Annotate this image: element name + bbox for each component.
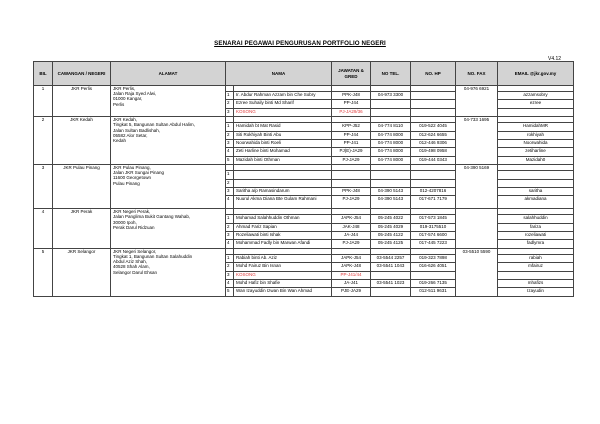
staff-hp: 017-445 7223 bbox=[411, 240, 456, 248]
staff-tel bbox=[371, 100, 411, 108]
branch-cawangan: JKR Perlis bbox=[53, 86, 111, 117]
col-nama: NAMA bbox=[226, 62, 332, 86]
staff-jawatan: PJ-JA29 bbox=[332, 240, 371, 248]
staff-nama: Noorwahida binti Roeli bbox=[234, 139, 332, 147]
staff-table bbox=[33, 61, 574, 297]
staff-nama: Mohd Fairuz Bin Isnan bbox=[234, 263, 332, 271]
staff-nama: Ezree Suhaily binti Md Sharif bbox=[234, 100, 332, 108]
page-title: SENARAI PEGAWAI PENGURUSAN PORTFOLIO NEGERI bbox=[214, 40, 386, 47]
staff-no: 1 bbox=[226, 215, 234, 223]
staff-jawatan: JAPK-J54 bbox=[332, 215, 371, 223]
staff-nama: Wan Izayuddin Izwan Bin Wan Ahmad bbox=[234, 288, 332, 296]
staff-no: 3 bbox=[226, 271, 234, 279]
staff-nama: Mohammad Fadly bin Marwan Afandi bbox=[234, 240, 332, 248]
staff-tel: 03-5541 1023 bbox=[371, 280, 411, 288]
staff-hp: 017-671 7179 bbox=[411, 196, 456, 209]
staff-jawatan: PJE-JA29 bbox=[332, 288, 371, 296]
staff-tel: 03-5544 2257 bbox=[371, 254, 411, 262]
staff-jawatan: PP-J41/44 bbox=[332, 271, 371, 279]
staff-nama bbox=[234, 171, 332, 179]
header-row bbox=[34, 62, 574, 86]
staff-hp: 019-522 4045 bbox=[411, 123, 456, 131]
branch-cawangan: JKR Pulau Pinang bbox=[53, 165, 111, 209]
staff-email: rozeliawati bbox=[498, 232, 574, 240]
branch-alamat: JKR Negeri Selangor, Tingkat 1, Bangunan Sultan Salahuddin Abdul Aziz Shah, 40528 Shah Alam, Selangor Darul Ehsan bbox=[111, 248, 226, 296]
staff-no: 2 bbox=[226, 100, 234, 108]
staff-email: rabiah bbox=[498, 254, 574, 262]
col-bil: BIL bbox=[34, 62, 53, 86]
staff-hp bbox=[411, 179, 456, 187]
staff-jawatan: PJ-JA29 bbox=[332, 156, 371, 164]
staff-nama: Hamidah bt Mat Rasid bbox=[234, 123, 332, 131]
staff-email: Mazidah0 bbox=[498, 156, 574, 164]
staff-tel: 05-245 4125 bbox=[371, 240, 411, 248]
branch-fax: 03-5510 5590 bbox=[456, 248, 498, 296]
staff-email: azzamsobry bbox=[498, 92, 574, 100]
staff-email: mhafizs bbox=[498, 280, 574, 288]
staff-hp: 017-573 1845 bbox=[411, 215, 456, 223]
staff-nama: Rabiah binti Ab. Aziz bbox=[234, 254, 332, 262]
col-jawatan: JAWATAN & GRED bbox=[332, 62, 371, 86]
staff-tel: 04-973 3300 bbox=[371, 92, 411, 100]
staff-tel: 04-774 8000 bbox=[371, 139, 411, 147]
staff-no: 3 bbox=[226, 139, 234, 147]
staff-email: Noorwahida bbox=[498, 139, 574, 147]
staff-tel: 03-5541 1043 bbox=[371, 263, 411, 271]
staff-tel: 04-390 5143 bbox=[371, 196, 411, 209]
staff-jawatan: JAK-J48 bbox=[332, 223, 371, 231]
branch-cawangan: JKR Selangor bbox=[53, 248, 111, 296]
staff-jawatan bbox=[332, 171, 371, 179]
staff-no: 2 bbox=[226, 263, 234, 271]
branch-alamat: JKR Kedah, Tingkat 5, Bangunan Sultan Abdul Halim, Jalan Sultan Badlishah, 05582 Alor Setar, Kedah bbox=[111, 117, 226, 165]
staff-tel bbox=[371, 108, 411, 116]
staff-no: 1 bbox=[226, 171, 234, 179]
staff-no: 3 bbox=[226, 108, 234, 116]
staff-email: saritha bbox=[498, 187, 574, 195]
branch-fax: 04-733 1695 bbox=[456, 117, 498, 165]
staff-jawatan: PP-J44 bbox=[332, 131, 371, 139]
staff-jawatan: PPK-J48 bbox=[332, 187, 371, 195]
staff-nama bbox=[234, 179, 332, 187]
staff-tel: 05-245 4029 bbox=[371, 223, 411, 231]
staff-nama: Nuurul Akma Diana Bte Gulam Rahmani bbox=[234, 196, 332, 209]
staff-no: 4 bbox=[226, 148, 234, 156]
staff-tel: 05-245 4122 bbox=[371, 232, 411, 240]
staff-email bbox=[498, 171, 574, 179]
branch-alamat: JKR Perlis, Jalan Raja Syed Alwi, 01000 Kangar, Perlis bbox=[111, 86, 226, 117]
staff-hp: 012-4207816 bbox=[411, 187, 456, 195]
branch-alamat: JKR Negeri Perak, Jalan Panglima Bukit Gantang Wahab, 30000 Ipoh, Perak Darul Ridzuan bbox=[111, 209, 226, 249]
staff-hp: 016-626 4051 bbox=[411, 263, 456, 271]
staff-email: salahhuddin bbox=[498, 215, 574, 223]
staff-nama: Siti Rokhiyah Binti Abu bbox=[234, 131, 332, 139]
staff-nama: KOSONG bbox=[234, 108, 332, 116]
staff-jawatan: JA-J41 bbox=[332, 280, 371, 288]
staff-nama: Mohamad Salahhuddin Othman bbox=[234, 215, 332, 223]
staff-email: zetiharline bbox=[498, 148, 574, 156]
staff-no: 4 bbox=[226, 196, 234, 209]
branch-cawangan: JKR Kedah bbox=[53, 117, 111, 165]
staff-no: 1 bbox=[226, 92, 234, 100]
staff-nama: Mazidah binti Othman bbox=[234, 156, 332, 164]
staff-jawatan: PJ-JA29/36 bbox=[332, 108, 371, 116]
staff-email: Izayudin bbox=[498, 288, 574, 296]
staff-email bbox=[498, 179, 574, 187]
staff-jawatan: PJ(E)-JA29 bbox=[332, 148, 371, 156]
staff-nama: KOSONG bbox=[234, 271, 332, 279]
staff-no: 3 bbox=[226, 232, 234, 240]
branch-fax: 04-390 5169 bbox=[456, 165, 498, 209]
staff-jawatan: PP-J41 bbox=[332, 139, 371, 147]
staff-email: HamidahMR bbox=[498, 123, 574, 131]
staff-no: 2 bbox=[226, 223, 234, 231]
staff-hp bbox=[411, 100, 456, 108]
col-email: EMAIL @jkr.gov.my bbox=[498, 62, 574, 86]
staff-jawatan: PJ-JA29 bbox=[332, 196, 371, 209]
branch-bil: 4 bbox=[34, 209, 53, 249]
staff-email: mfairuz bbox=[498, 263, 574, 271]
col-nohp: NO. HP bbox=[411, 62, 456, 86]
staff-nama: Mohd Hafiz bin Shafie bbox=[234, 280, 332, 288]
staff-tel bbox=[371, 288, 411, 296]
staff-nama: Rozeliawati binti Ishak bbox=[234, 232, 332, 240]
staff-hp: 012-624 6655 bbox=[411, 131, 456, 139]
staff-no: 5 bbox=[226, 156, 234, 164]
staff-nama: Ahmad Fariz Sapian bbox=[234, 223, 332, 231]
staff-tel: 04-390 5143 bbox=[371, 187, 411, 195]
staff-nama: Zeti Harline binti Mohamad bbox=[234, 148, 332, 156]
col-alamat: ALAMAT bbox=[111, 62, 226, 86]
staff-hp: 019-3175510 bbox=[411, 223, 456, 231]
branch-fax bbox=[456, 209, 498, 249]
staff-email: ezree bbox=[498, 100, 574, 108]
staff-tel bbox=[371, 171, 411, 179]
staff-hp: 019-323 7898 bbox=[411, 254, 456, 262]
col-notel: NO TEL. bbox=[371, 62, 411, 86]
staff-email: akmadiana bbox=[498, 196, 574, 209]
staff-nama: Ir. Abdur Rahman Azzam bin Che Sobry bbox=[234, 92, 332, 100]
staff-jawatan: KPP-J52 bbox=[332, 123, 371, 131]
staff-hp: 019-444 0343 bbox=[411, 156, 456, 164]
staff-email: fadlymra bbox=[498, 240, 574, 248]
staff-email: rokhiyah bbox=[498, 131, 574, 139]
staff-jawatan bbox=[332, 179, 371, 187]
branch-bil: 1 bbox=[34, 86, 53, 117]
staff-hp: 019-498 0958 bbox=[411, 148, 456, 156]
staff-hp: 019-266 7135 bbox=[411, 280, 456, 288]
staff-hp bbox=[411, 171, 456, 179]
staff-jawatan: JAPK-J48 bbox=[332, 263, 371, 271]
branch-cawangan: JKR Perak bbox=[53, 209, 111, 249]
staff-email bbox=[498, 271, 574, 279]
staff-hp: 012-511 9631 bbox=[411, 288, 456, 296]
staff-tel: 04-774 8000 bbox=[371, 131, 411, 139]
staff-email bbox=[498, 108, 574, 116]
staff-hp bbox=[411, 92, 456, 100]
staff-tel: 04-774 8000 bbox=[371, 148, 411, 156]
staff-no: 1 bbox=[226, 123, 234, 131]
staff-tel: 05-245 4022 bbox=[371, 215, 411, 223]
staff-no: 4 bbox=[226, 280, 234, 288]
staff-no: 5 bbox=[226, 288, 234, 296]
branch-bil: 5 bbox=[34, 248, 53, 296]
staff-nama: Saritha a/p Ramasindarum bbox=[234, 187, 332, 195]
staff-no: 4 bbox=[226, 240, 234, 248]
branch-bil: 2 bbox=[34, 117, 53, 165]
staff-jawatan: JA-J44 bbox=[332, 232, 371, 240]
branch-bil: 3 bbox=[34, 165, 53, 209]
branch-alamat: JKR Pulau Pinang, Jalan JKR Sungai Pinang 11600 Georgetown Pulau Pinang bbox=[111, 165, 226, 209]
staff-tel bbox=[371, 179, 411, 187]
staff-tel bbox=[371, 271, 411, 279]
staff-hp: 017-574 6600 bbox=[411, 232, 456, 240]
staff-no: 3 bbox=[226, 187, 234, 195]
staff-tel: 04-774 8000 bbox=[371, 156, 411, 164]
col-nofax: NO. FAX bbox=[456, 62, 498, 86]
staff-hp: 012-446 9306 bbox=[411, 139, 456, 147]
col-cawangan: CAWANGAN / NEGERI bbox=[53, 62, 111, 86]
staff-jawatan: PP-J44 bbox=[332, 100, 371, 108]
staff-jawatan: PPK-J48 bbox=[332, 92, 371, 100]
version-label: V4.12 bbox=[548, 56, 562, 62]
staff-email: fariza bbox=[498, 223, 574, 231]
staff-tel: 04-774 8110 bbox=[371, 123, 411, 131]
staff-no: 1 bbox=[226, 254, 234, 262]
staff-no: 2 bbox=[226, 179, 234, 187]
branch-fax: 04-976 6921 bbox=[456, 86, 498, 117]
staff-hp bbox=[411, 271, 456, 279]
staff-no: 2 bbox=[226, 131, 234, 139]
staff-jawatan: JAPK-J54 bbox=[332, 254, 371, 262]
staff-hp bbox=[411, 108, 456, 116]
